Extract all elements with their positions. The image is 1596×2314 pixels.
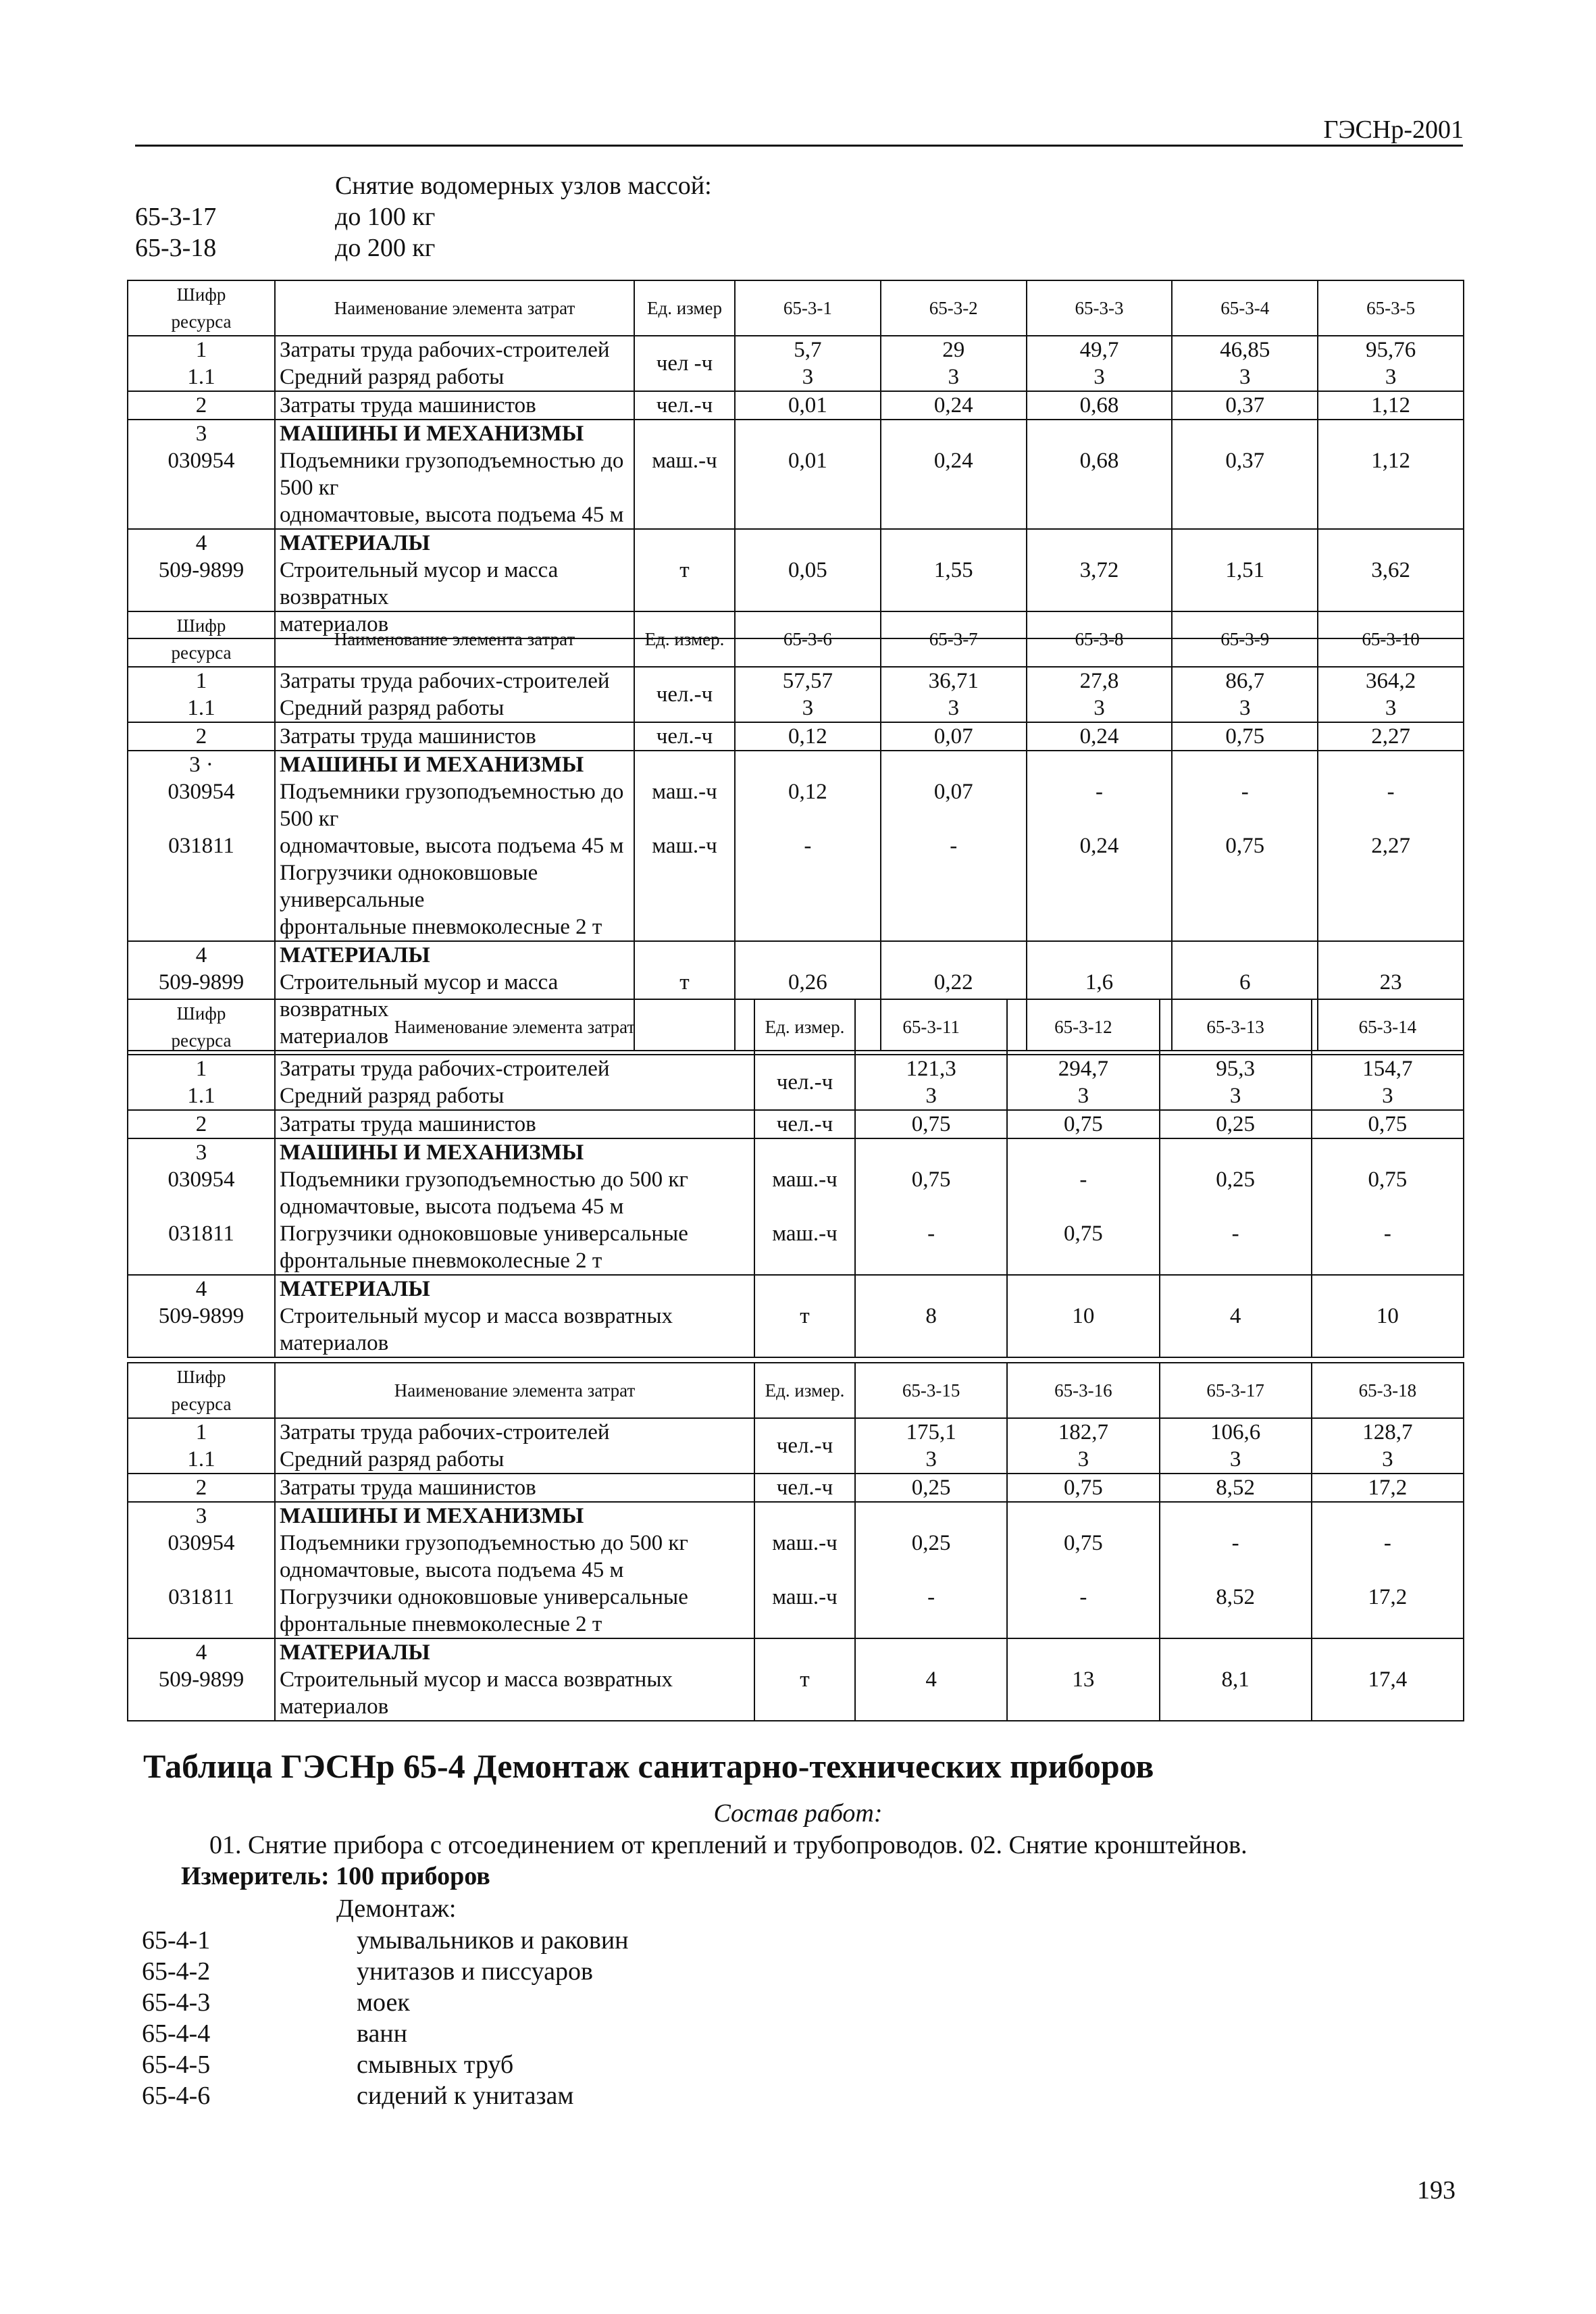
- value-text: 8: [925, 1304, 937, 1328]
- value-cell: 0,75: [1007, 1474, 1159, 1502]
- resource-code-header-text: Шифр ресурса: [171, 615, 232, 663]
- unit-header: Ед. измер.: [754, 999, 855, 1055]
- value-cell: 0,75: [1312, 1110, 1464, 1138]
- norm-table: [127, 280, 1464, 639]
- norm-code-header: 65-3-11: [855, 999, 1007, 1055]
- value-cell: [735, 336, 881, 391]
- value-text: 5,7 3: [794, 338, 822, 389]
- value-cell: [735, 667, 881, 722]
- section-item-code: 65-4-6: [142, 2082, 211, 2110]
- resource-code-text: 3 030954 031811: [168, 1504, 235, 1609]
- section-items: [142, 1925, 629, 2111]
- norm-code-header: 65-3-5: [1318, 280, 1464, 336]
- value-text: - 8,52: [1216, 1531, 1255, 1609]
- value-text: 128,7 3: [1362, 1420, 1413, 1472]
- header-rule: [135, 145, 1463, 147]
- value-text: 121,3 3: [906, 1057, 956, 1108]
- value-text: 0,24: [933, 449, 973, 473]
- unit-text: т: [800, 1304, 810, 1328]
- cost-element-text: МАШИНЫ И МЕХАНИЗМЫ Подъемники грузоподъемностью до 500 кг одномачтовые, высота подъема 45 м Погрузчики одноковшовые универсальные фронтальные пневмоколесные 2 т: [280, 751, 629, 940]
- cost-element-name: [275, 1138, 754, 1275]
- norm-code-header: 65-3-14: [1312, 999, 1464, 1055]
- value-cell: 0,07: [881, 722, 1027, 751]
- table-row: [128, 391, 1464, 420]
- cost-element-name: [275, 1502, 754, 1638]
- unit-cell: [754, 1502, 855, 1638]
- table-row: [128, 1418, 1464, 1474]
- cost-element-text: Затраты труда рабочих-строителей Средний разряд работы: [280, 1420, 610, 1472]
- resource-code-header-text: Шифр ресурса: [171, 1367, 232, 1414]
- value-cell: 0,01: [735, 391, 881, 420]
- resource-code: 2: [128, 1474, 275, 1502]
- value-cell: [1160, 1275, 1312, 1357]
- cost-element-name: [275, 751, 634, 941]
- resource-code-text: 1 1.1: [187, 669, 215, 720]
- value-cell: [1312, 1055, 1464, 1110]
- table-header-row: [128, 999, 1464, 1055]
- resource-code: 2: [128, 391, 275, 420]
- value-text: 0,12 -: [788, 780, 827, 858]
- value-text: 1,51: [1225, 558, 1265, 582]
- norm-code-header: 65-3-17: [1160, 1363, 1312, 1418]
- norm-code-header: 65-3-1: [735, 280, 881, 336]
- value-text: 17,4: [1368, 1667, 1408, 1692]
- intro-heading: Снятие водомерных узлов массой:: [335, 172, 712, 200]
- value-text: 106,6 3: [1210, 1420, 1261, 1472]
- value-text: 154,7 3: [1362, 1057, 1413, 1108]
- cost-element-text: МАТЕРИАЛЫ Строительный мусор и масса возвратных материалов: [280, 1639, 750, 1720]
- value-cell: 0,12: [735, 722, 881, 751]
- unit-cell: чел.-ч: [754, 1110, 855, 1138]
- unit-text: маш.-ч маш.-ч: [652, 780, 717, 858]
- machines-heading: МАШИНЫ И МЕХАНИЗМЫ: [280, 1140, 584, 1165]
- section-item: [142, 2049, 629, 2080]
- value-text: 0,75 -: [911, 1167, 951, 1246]
- resource-code-header: [128, 999, 275, 1055]
- resource-code: [128, 751, 275, 941]
- intro-item-text: до 200 кг: [335, 234, 436, 262]
- section-title: Таблица ГЭСНр 65-4 Демонтаж санитарно-технических приборов: [143, 1747, 1154, 1785]
- section-item-code: 65-4-4: [142, 2019, 211, 2048]
- unit-header: Ед. измер.: [634, 611, 735, 667]
- value-cell: [1312, 1138, 1464, 1275]
- value-cell: [855, 1055, 1007, 1110]
- table-row: [128, 1055, 1464, 1110]
- value-cell: [881, 667, 1027, 722]
- value-text: 3,62: [1371, 558, 1410, 582]
- value-cell: 0,25: [1160, 1110, 1312, 1138]
- value-cell: [1160, 1502, 1312, 1638]
- materials-heading: МАТЕРИАЛЫ: [280, 943, 430, 967]
- cost-element-text: МАТЕРИАЛЫ Строительный мусор и масса возвратных материалов: [280, 942, 629, 1050]
- norm-code-header: 65-3-10: [1318, 611, 1464, 667]
- norm-code-header: 65-3-7: [881, 611, 1027, 667]
- resource-code-text: 4 509-9899: [158, 531, 244, 582]
- cost-element-text: МАШИНЫ И МЕХАНИЗМЫ Подъемники грузоподъемностью до 500 кг одномачтовые, высота подъема 45 м: [280, 420, 629, 528]
- resource-code-text: 4 509-9899: [158, 1640, 244, 1692]
- unit-cell: чел.-ч: [634, 722, 735, 751]
- section-item: [142, 2080, 629, 2111]
- value-cell: [1160, 1638, 1312, 1721]
- intro-item: [135, 232, 712, 263]
- value-cell: [1312, 1418, 1464, 1474]
- value-text: 86,7 3: [1225, 669, 1265, 720]
- section-item-text: смывных труб: [357, 2051, 514, 2079]
- resource-code-text: 3 030954 031811: [168, 1140, 235, 1246]
- unit-header: Ед. измер: [634, 280, 735, 336]
- value-text: 3,72: [1079, 558, 1119, 582]
- value-text: 95,76 3: [1365, 338, 1416, 389]
- value-text: - 0,24: [1079, 780, 1119, 858]
- section-item-code: 65-4-2: [142, 1957, 211, 1986]
- value-text: - 17,2: [1368, 1531, 1408, 1609]
- resource-code: 2: [128, 1110, 275, 1138]
- cost-element-name: [275, 1638, 754, 1721]
- document-code: ГЭСНр-2001: [1323, 116, 1464, 144]
- cost-element-name: [275, 1275, 754, 1357]
- materials-row: [128, 1275, 1464, 1357]
- cost-element-text: Затраты труда рабочих-строителей Средний разряд работы: [280, 338, 610, 389]
- value-cell: [1007, 1638, 1159, 1721]
- value-text: 0,07 -: [933, 780, 973, 858]
- value-text: 4: [1229, 1304, 1241, 1328]
- resource-code-text: 3 030954: [168, 422, 235, 473]
- machines-heading: МАШИНЫ И МЕХАНИЗМЫ: [280, 1504, 584, 1528]
- value-text: 0,01: [788, 449, 827, 473]
- cost-element-text: Затраты труда рабочих-строителей Средний разряд работы: [280, 669, 610, 720]
- machines-heading: МАШИНЫ И МЕХАНИЗМЫ: [280, 422, 584, 446]
- value-cell: [1172, 751, 1318, 941]
- norm-code-header: 65-3-8: [1027, 611, 1173, 667]
- value-cell: 0,24: [881, 391, 1027, 420]
- section-item-text: сидений к унитазам: [357, 2082, 574, 2110]
- unit-text: т: [800, 1667, 810, 1692]
- norm-table: [127, 999, 1464, 1358]
- value-text: 36,71 3: [928, 669, 979, 720]
- resource-code: [128, 420, 275, 529]
- cost-element-name: [275, 1055, 754, 1110]
- value-cell: [1318, 751, 1464, 941]
- unit-cell: [634, 420, 735, 529]
- value-cell: [1312, 1502, 1464, 1638]
- norm-code-header: 65-3-12: [1007, 999, 1159, 1055]
- resource-code: [128, 1138, 275, 1275]
- section-subtitle: Состав работ:: [713, 1799, 883, 1828]
- resource-code: [128, 1275, 275, 1357]
- value-text: 46,85 3: [1220, 338, 1270, 389]
- unit-cell: [754, 1138, 855, 1275]
- value-cell: [1027, 420, 1173, 529]
- section-item-code: 65-4-1: [142, 1926, 211, 1955]
- intro-heading-row: [135, 170, 712, 201]
- value-cell: 0,68: [1027, 391, 1173, 420]
- table-row: [128, 1110, 1464, 1138]
- resource-code-header-text: Шифр ресурса: [171, 284, 232, 332]
- value-cell: [1318, 336, 1464, 391]
- cost-element-name: [275, 420, 634, 529]
- value-cell: [881, 751, 1027, 941]
- materials-heading: МАТЕРИАЛЫ: [280, 531, 430, 555]
- section-item-text: моек: [357, 1988, 410, 2017]
- value-text: 10: [1072, 1304, 1095, 1328]
- resource-code-text: 3 · 030954 031811: [168, 753, 235, 858]
- value-cell: [1007, 1275, 1159, 1357]
- cost-element-name: Затраты труда машинистов: [275, 1110, 754, 1138]
- value-cell: [855, 1418, 1007, 1474]
- norm-code-header: 65-3-15: [855, 1363, 1007, 1418]
- table-row: [128, 336, 1464, 391]
- value-cell: [1172, 420, 1318, 529]
- value-cell: 0,75: [855, 1110, 1007, 1138]
- value-cell: [1160, 1055, 1312, 1110]
- unit-cell: [634, 751, 735, 941]
- cost-element-text: МАТЕРИАЛЫ Строительный мусор и масса возвратных материалов: [280, 1276, 750, 1357]
- table-header-row: [128, 611, 1464, 667]
- value-cell: [735, 420, 881, 529]
- value-text: 0,75 -: [1064, 1531, 1103, 1609]
- resource-code-header: [128, 611, 275, 667]
- works-description: 01. Снятие прибора с отсоединением от креплений и трубопроводов. 02. Снятие кронштейнов.: [209, 1831, 1247, 1859]
- unit-cell: чел.-ч: [754, 1055, 855, 1110]
- value-cell: [735, 751, 881, 941]
- table-row: [128, 1474, 1464, 1502]
- resource-code-text: 4 509-9899: [158, 943, 244, 995]
- machines-row: [128, 751, 1464, 941]
- value-cell: 17,2: [1312, 1474, 1464, 1502]
- norm-code-header: 65-3-13: [1160, 999, 1312, 1055]
- section-item: [142, 1987, 629, 2018]
- resource-code: [128, 1418, 275, 1474]
- machines-row: [128, 420, 1464, 529]
- value-cell: [855, 1638, 1007, 1721]
- value-text: 364,2 3: [1365, 669, 1416, 720]
- unit-header: Ед. измер.: [754, 1363, 855, 1418]
- cost-element-name: Затраты труда машинистов: [275, 722, 634, 751]
- cost-element-text: МАШИНЫ И МЕХАНИЗМЫ Подъемники грузоподъемностью до 500 кг одномачтовые, высота подъема 45 м Погрузчики одноковшовые универсальные фронтальные пневмоколесные 2 т: [280, 1139, 750, 1274]
- cost-element-header: Наименование элемента затрат: [275, 999, 754, 1055]
- value-text: 1,12: [1371, 449, 1410, 473]
- value-text: 0,75 -: [1368, 1167, 1408, 1246]
- value-cell: 0,37: [1172, 391, 1318, 420]
- unit-cell: чел.-ч: [634, 667, 735, 722]
- value-cell: [1160, 1418, 1312, 1474]
- unit-cell: чел.-ч: [754, 1474, 855, 1502]
- value-cell: 0,75: [1172, 722, 1318, 751]
- intro-items: [135, 201, 712, 263]
- resource-code-header: [128, 280, 275, 336]
- value-cell: 8,52: [1160, 1474, 1312, 1502]
- value-cell: 1,12: [1318, 391, 1464, 420]
- unit-cell: чел.-ч: [634, 391, 735, 420]
- norm-table: [127, 1362, 1464, 1721]
- resource-code: [128, 1638, 275, 1721]
- cost-element-header: Наименование элемента затрат: [275, 611, 634, 667]
- value-cell: 2,27: [1318, 722, 1464, 751]
- value-text: 13: [1072, 1667, 1095, 1692]
- materials-row: [128, 1638, 1464, 1721]
- unit-cell: [754, 1275, 855, 1357]
- resource-code: [128, 336, 275, 391]
- cost-element-text: Затраты труда рабочих-строителей Средний разряд работы: [280, 1057, 610, 1108]
- resource-code: [128, 1055, 275, 1110]
- value-cell: 0,75: [1007, 1110, 1159, 1138]
- norm-code-header: 65-3-3: [1027, 280, 1173, 336]
- value-text: 27,8 3: [1079, 669, 1119, 720]
- value-text: - 2,27: [1371, 780, 1410, 858]
- value-cell: [1312, 1638, 1464, 1721]
- machines-row: [128, 1138, 1464, 1275]
- value-cell: [1027, 667, 1173, 722]
- cost-element-name: [275, 1418, 754, 1474]
- section-item-text: ванн: [357, 2019, 407, 2048]
- value-text: 175,1 3: [906, 1420, 956, 1472]
- intro-block: [135, 170, 712, 263]
- unit-text: т: [679, 558, 690, 582]
- section-item: [142, 2018, 629, 2049]
- norm-code-header: 65-3-18: [1312, 1363, 1464, 1418]
- intro-item: [135, 201, 712, 232]
- norm-table: [127, 611, 1464, 1051]
- value-cell: [1007, 1418, 1159, 1474]
- machines-row: [128, 1502, 1464, 1638]
- value-text: 57,57 3: [782, 669, 833, 720]
- value-text: 6: [1239, 970, 1251, 995]
- resource-code: 2: [128, 722, 275, 751]
- value-cell: [881, 420, 1027, 529]
- unit-cell: [754, 1638, 855, 1721]
- resource-code-header: [128, 1363, 275, 1418]
- resource-code-header-text: Шифр ресурса: [171, 1003, 232, 1051]
- value-cell: 0,25: [855, 1474, 1007, 1502]
- cost-element-header: Наименование элемента затрат: [275, 280, 634, 336]
- intro-item-code: 65-3-18: [135, 234, 217, 262]
- measure-unit: Измеритель: 100 приборов: [181, 1862, 490, 1890]
- value-cell: [1160, 1138, 1312, 1275]
- cost-element-header: Наименование элемента затрат: [275, 1363, 754, 1418]
- value-cell: 0,24: [1027, 722, 1173, 751]
- norm-code-header: 65-3-16: [1007, 1363, 1159, 1418]
- value-text: 23: [1379, 970, 1402, 995]
- norm-code-header: 65-3-6: [735, 611, 881, 667]
- section-item: [142, 1956, 629, 1987]
- unit-text: т: [679, 970, 690, 995]
- section-item-code: 65-4-5: [142, 2051, 211, 2079]
- value-text: 4: [925, 1667, 937, 1692]
- value-cell: [1007, 1502, 1159, 1638]
- cost-element-name: Затраты труда машинистов: [275, 1474, 754, 1502]
- table-row: [128, 667, 1464, 722]
- section-item: [142, 1925, 629, 1956]
- resource-code-text: 1 1.1: [187, 1057, 215, 1108]
- value-cell: [855, 1138, 1007, 1275]
- value-text: 0,25 -: [1216, 1167, 1255, 1246]
- value-text: - 0,75: [1225, 780, 1265, 858]
- machines-heading: МАШИНЫ И МЕХАНИЗМЫ: [280, 753, 584, 777]
- resource-code-text: 4 509-9899: [158, 1277, 244, 1328]
- page-number: 193: [1417, 2176, 1456, 2205]
- table-header-row: [128, 1363, 1464, 1418]
- dismantle-heading: Демонтаж:: [336, 1894, 457, 1923]
- value-cell: [1312, 1275, 1464, 1357]
- value-text: 29 3: [942, 338, 965, 389]
- value-text: 10: [1376, 1304, 1399, 1328]
- value-text: 0,26: [788, 970, 827, 995]
- value-cell: [1027, 751, 1173, 941]
- unit-cell: чел -ч: [634, 336, 735, 391]
- value-cell: [1027, 336, 1173, 391]
- unit-text: маш.-ч маш.-ч: [772, 1167, 838, 1246]
- value-cell: [1007, 1055, 1159, 1110]
- value-cell: [855, 1502, 1007, 1638]
- value-text: 0,68: [1079, 449, 1119, 473]
- section-item-code: 65-4-3: [142, 1988, 211, 2017]
- resource-code-text: 1 1.1: [187, 1420, 215, 1472]
- value-text: 182,7 3: [1058, 1420, 1108, 1472]
- cost-element-name: Затраты труда машинистов: [275, 391, 634, 420]
- value-text: 0,25 -: [911, 1531, 951, 1609]
- value-text: 8,1: [1221, 1667, 1250, 1692]
- value-text: - 0,75: [1064, 1167, 1103, 1246]
- norm-code-header: 65-3-2: [881, 280, 1027, 336]
- intro-item-text: до 100 кг: [335, 203, 436, 231]
- resource-code-text: 1 1.1: [187, 338, 215, 389]
- unit-cell: чел.-ч: [754, 1418, 855, 1474]
- cost-element-text: МАТЕРИАЛЫ Строительный мусор и масса возвратных материалов: [280, 530, 629, 638]
- value-cell: [1172, 667, 1318, 722]
- value-text: 0,37: [1225, 449, 1265, 473]
- value-text: 0,05: [788, 558, 827, 582]
- intro-item-code: 65-3-17: [135, 203, 217, 231]
- cost-element-name: [275, 667, 634, 722]
- materials-heading: МАТЕРИАЛЫ: [280, 1277, 430, 1301]
- norm-code-header: 65-3-9: [1172, 611, 1318, 667]
- value-text: 294,7 3: [1058, 1057, 1108, 1108]
- value-cell: [1318, 667, 1464, 722]
- unit-text: маш.-ч: [652, 449, 717, 473]
- value-text: 95,3 3: [1216, 1057, 1255, 1108]
- value-text: 1,6: [1085, 970, 1114, 995]
- norm-code-header: 65-3-4: [1172, 280, 1318, 336]
- table-row: [128, 722, 1464, 751]
- value-text: 0,22: [933, 970, 973, 995]
- resource-code: [128, 667, 275, 722]
- value-cell: [881, 336, 1027, 391]
- materials-heading: МАТЕРИАЛЫ: [280, 1640, 430, 1665]
- cost-element-text: МАШИНЫ И МЕХАНИЗМЫ Подъемники грузоподъемностью до 500 кг одномачтовые, высота подъема 45 м Погрузчики одноковшовые универсальные фронтальные пневмоколесные 2 т: [280, 1503, 750, 1638]
- section-item-text: умывальников и раковин: [357, 1926, 629, 1955]
- section-item-text: унитазов и писсуаров: [357, 1957, 593, 1986]
- unit-text: маш.-ч маш.-ч: [772, 1531, 838, 1609]
- cost-element-name: [275, 336, 634, 391]
- value-cell: [1172, 336, 1318, 391]
- table-header-row: [128, 280, 1464, 336]
- value-text: 49,7 3: [1079, 338, 1119, 389]
- value-cell: [855, 1275, 1007, 1357]
- value-text: 1,55: [933, 558, 973, 582]
- resource-code: [128, 1502, 275, 1638]
- value-cell: [1007, 1138, 1159, 1275]
- value-cell: [1318, 420, 1464, 529]
